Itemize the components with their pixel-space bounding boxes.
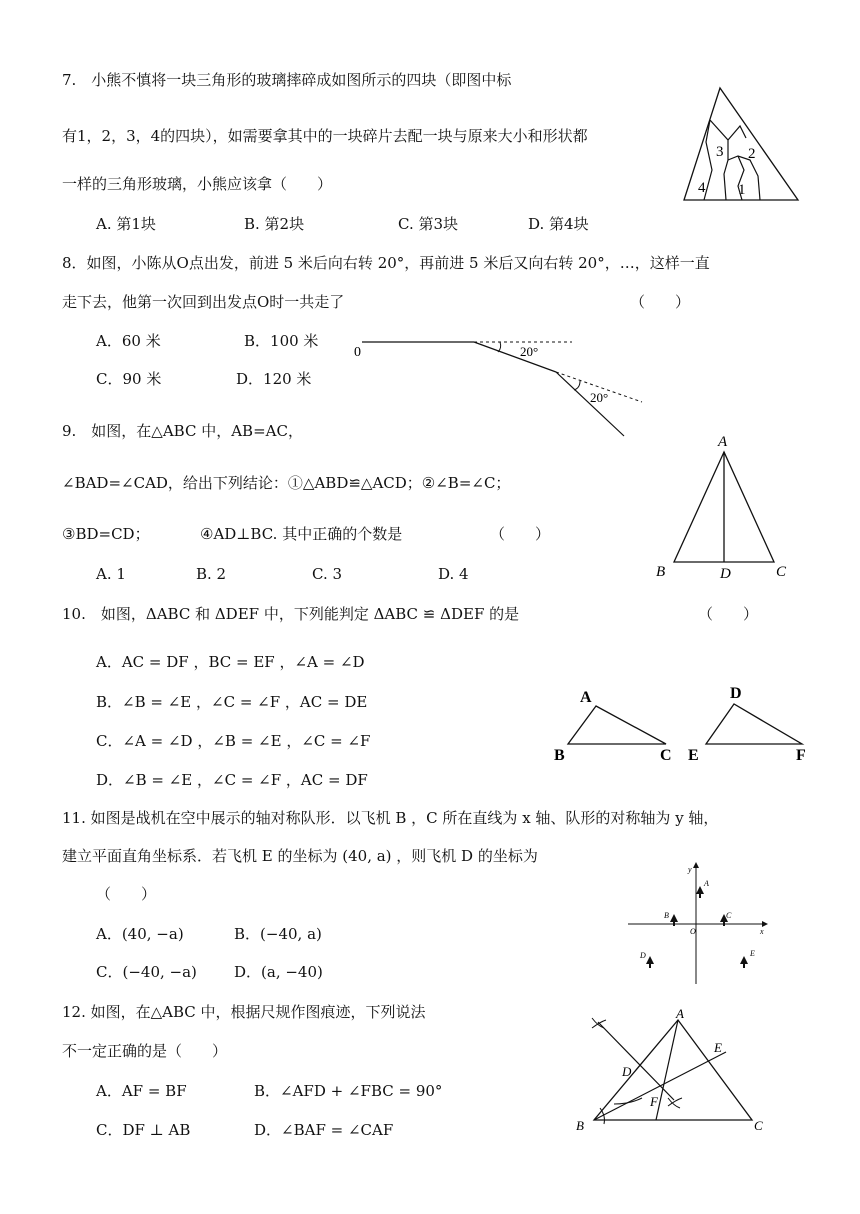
q8-option-a: A．60 米 — [96, 332, 161, 350]
q7-label-4: 4 — [698, 180, 706, 196]
q10-label-e: E — [688, 747, 699, 764]
q10-label-c: C — [660, 747, 672, 764]
q8-option-c: C．90 米 — [96, 370, 162, 388]
q11-label-b: B — [664, 911, 669, 920]
q11-option-a: A．(40, −a) — [96, 925, 184, 943]
q7-option-d: D. 第4块 — [528, 215, 589, 233]
q11-option-b: B．(−40, a) — [234, 925, 322, 943]
q12-label-c: C — [754, 1118, 763, 1133]
q9-label-a: A — [718, 434, 728, 450]
q9-label-d: D — [720, 566, 731, 582]
q8-option-d: D．120 米 — [236, 370, 312, 388]
q11-paren: （ ） — [96, 885, 157, 903]
q10-option-d: D．∠B = ∠E ，∠C = ∠F ，AC = DF — [96, 771, 368, 789]
q10-label-a: A — [580, 689, 592, 706]
q12-label-d: D — [622, 1064, 632, 1079]
q11-label-e: E — [750, 949, 755, 958]
q7-label-3: 3 — [716, 144, 724, 160]
q10-line1: 10. 如图，ΔABC 和 ΔDEF 中，下列能判定 ΔABC ≌ ΔDEF 的是 — [62, 605, 520, 623]
q11-label-a: A — [704, 879, 709, 888]
q9-label-b: B — [656, 564, 666, 580]
plane-e-icon — [740, 956, 748, 968]
q11-line1: 11. 如图是战机在空中展示的轴对称队形．以飞机 B ，C 所在直线为 x 轴、队形的对称轴为 y 轴， — [62, 809, 719, 827]
q12-option-d: D．∠BAF = ∠CAF — [254, 1121, 394, 1139]
q12-line2: 不一定正确的是（ ） — [62, 1042, 228, 1060]
plane-a-icon — [696, 886, 704, 898]
q8-paren: （ ） — [630, 293, 691, 311]
q10-label-f: F — [796, 747, 806, 764]
q10-two-triangles-figure — [550, 680, 814, 770]
q7-line3: 一样的三角形玻璃，小熊应该拿（ ） — [62, 175, 333, 193]
q8-line2: 走下去，他第一次回到出发点O时一共走了 — [62, 293, 345, 311]
q9-line3b: ④AD⊥BC. 其中正确的个数是 — [200, 525, 403, 543]
q10-option-a: A．AC = DF ，BC = EF ，∠A = ∠D — [96, 653, 365, 671]
q7-line1: 7. 小熊不慎将一块三角形的玻璃摔碎成如图所示的四块（即图中标 — [62, 71, 512, 89]
q12-construction-figure — [570, 1008, 770, 1138]
q11-formation-figure — [620, 860, 770, 990]
q8-option-b: B．100 米 — [244, 332, 319, 350]
q11-label-d: D — [640, 951, 646, 960]
q12-option-c: C．DF ⊥ AB — [96, 1121, 191, 1139]
q11-label-y: y — [688, 865, 692, 874]
q9-triangle-figure — [650, 430, 800, 580]
q9-line2: ∠BAD=∠CAD，给出下列结论：①△ABD≌△ACD；②∠B=∠C； — [62, 474, 511, 492]
q11-line2: 建立平面直角坐标系．若飞机 E 的坐标为 (40, a) ，则飞机 D 的坐标为 — [62, 847, 538, 865]
q7-broken-glass-figure — [680, 86, 800, 206]
q8-walking-path-figure — [350, 330, 650, 440]
q9-paren: （ ） — [490, 525, 551, 543]
q10-option-c: C．∠A = ∠D ，∠B = ∠E ，∠C = ∠F — [96, 732, 371, 750]
q9-line1: 9. 如图，在△ABC 中，AB=AC， — [62, 422, 303, 440]
q8-label-angle1: 20° — [520, 344, 539, 359]
q12-line1: 12. 如图，在△ABC 中，根据尺规作图痕迹，下列说法 — [62, 1003, 426, 1021]
q8-label-angle2: 20° — [590, 390, 609, 405]
q12-label-b: B — [576, 1118, 584, 1133]
q11-label-o: O — [690, 927, 696, 936]
q9-line3: ③BD=CD； — [62, 525, 150, 543]
q9-option-d: D. 4 — [438, 565, 469, 583]
q8-line1: 8．如图，小陈从O点出发，前进 5 米后向右转 20°，再前进 5 米后又向右转 20°，…，这样一直 — [62, 254, 710, 272]
q10-label-d: D — [730, 685, 742, 702]
plane-d-icon — [646, 956, 654, 968]
q7-line2: 有1，2，3，4的四块），如需要拿其中的一块碎片去配一块与原来大小和形状都 — [62, 127, 588, 145]
q12-option-b: B．∠AFD + ∠FBC = 90° — [254, 1082, 443, 1100]
q9-label-c: C — [776, 564, 787, 580]
q12-label-a: A — [676, 1006, 684, 1021]
q9-option-a: A. 1 — [96, 565, 126, 583]
q12-label-f: F — [650, 1094, 658, 1109]
q10-paren: （ ） — [698, 605, 759, 623]
q9-option-b: B. 2 — [196, 565, 227, 583]
q7-option-a: A. 第1块 — [96, 215, 156, 233]
q7-label-2: 2 — [748, 146, 756, 162]
q12-label-e: E — [714, 1040, 722, 1055]
q10-label-b: B — [554, 747, 565, 764]
q8-label-origin: 0 — [354, 345, 361, 360]
q10-option-b: B．∠B = ∠E ，∠C = ∠F ，AC = DE — [96, 693, 368, 711]
q11-option-d: D．(a, −40) — [234, 963, 323, 981]
q9-option-c: C. 3 — [312, 565, 343, 583]
q7-label-1: 1 — [738, 182, 746, 198]
q7-option-c: C. 第3块 — [398, 215, 459, 233]
q11-label-x: x — [760, 927, 764, 936]
q11-option-c: C．(−40, −a) — [96, 963, 197, 981]
q11-label-c: C — [726, 911, 732, 920]
q12-option-a: A．AF = BF — [96, 1082, 187, 1100]
q7-option-b: B. 第2块 — [244, 215, 305, 233]
